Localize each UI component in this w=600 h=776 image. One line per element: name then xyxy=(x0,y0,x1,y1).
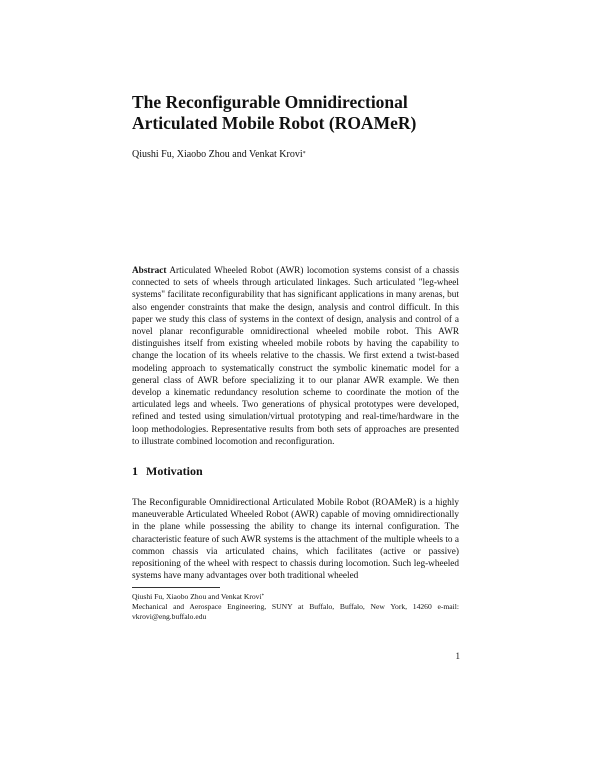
title-line-1: The Reconfigurable Omnidirectional xyxy=(132,92,408,112)
abstract xyxy=(132,265,459,448)
abstract-label: Abstract xyxy=(132,266,167,276)
author-names: Qiushi Fu, Xiaobo Zhou and Venkat Krovi xyxy=(132,149,303,160)
section-number: 1 xyxy=(132,464,138,478)
section-heading xyxy=(132,464,459,478)
footnote-affiliation: Mechanical and Aerospace Engineering, SUNY at Buffalo, Buffalo, New York, 14260 e-mail: vkrovi@eng.buffalo.edu xyxy=(132,602,459,622)
author-footnote-mark: * xyxy=(302,151,306,157)
abstract-text: Articulated Wheeled Robot (AWR) locomotion systems consist of a chassis connected to sets of wheels through articulated linkages. Such articulated "leg-wheel systems" facilitate reconfigurability that has significant applications in many arenas, but also engender constraints that make the design, analysis and control difficult. In this paper we study this class of systems in the context of design, analysis and control of a novel planar reconfigurable omnidirectional wheeled mobile robot. This AWR distinguishes itself from existing wheeled mobile robots by having the capability to change the location of its wheels relative to the chassis. We first extend a twist-based modeling approach to systematically construct the symbolic kinematic model for a general class of AWR before specializing it to our planar AWR example. We then develop a kinematic redundancy resolution scheme to coordinate the motion of the articulated legs and wheels. Two generations of physical prototypes were developed, refined and tested using simulation/virtual prototyping and real-time/hardware in the loop methodologies. Representative results from both sets of approaches are presented to illustrate combined locomotion and reconfiguration. xyxy=(132,266,459,447)
footnote xyxy=(132,592,459,623)
body-paragraph: The Reconfigurable Omnidirectional Articulated Mobile Robot (ROAMeR) is a highly maneuverable Articulated Wheeled Robot (AWR) capable of moving omnidirectionally in the plane while possessing the ability to change its internal configuration. The characteristic feature of such AWR systems is the attachment of the multiple wheels to a common chassis via articulated chains, which facilitates (active or passive) repositioning of the wheel with respect to chassis during locomotion. Such leg-wheeled systems have many advantages over both traditional wheeled xyxy=(132,498,459,582)
footnote-mark: * xyxy=(261,594,265,599)
author-list xyxy=(132,149,472,161)
page-number: 1 xyxy=(455,651,460,661)
footnote-divider xyxy=(132,587,220,588)
title-line-2: Articulated Mobile Robot (ROAMeR) xyxy=(132,113,417,133)
section-title: Motivation xyxy=(146,464,203,478)
footnote-authors: Qiushi Fu, Xiaobo Zhou and Venkat Krovi xyxy=(132,592,262,601)
paper-title xyxy=(132,92,472,134)
